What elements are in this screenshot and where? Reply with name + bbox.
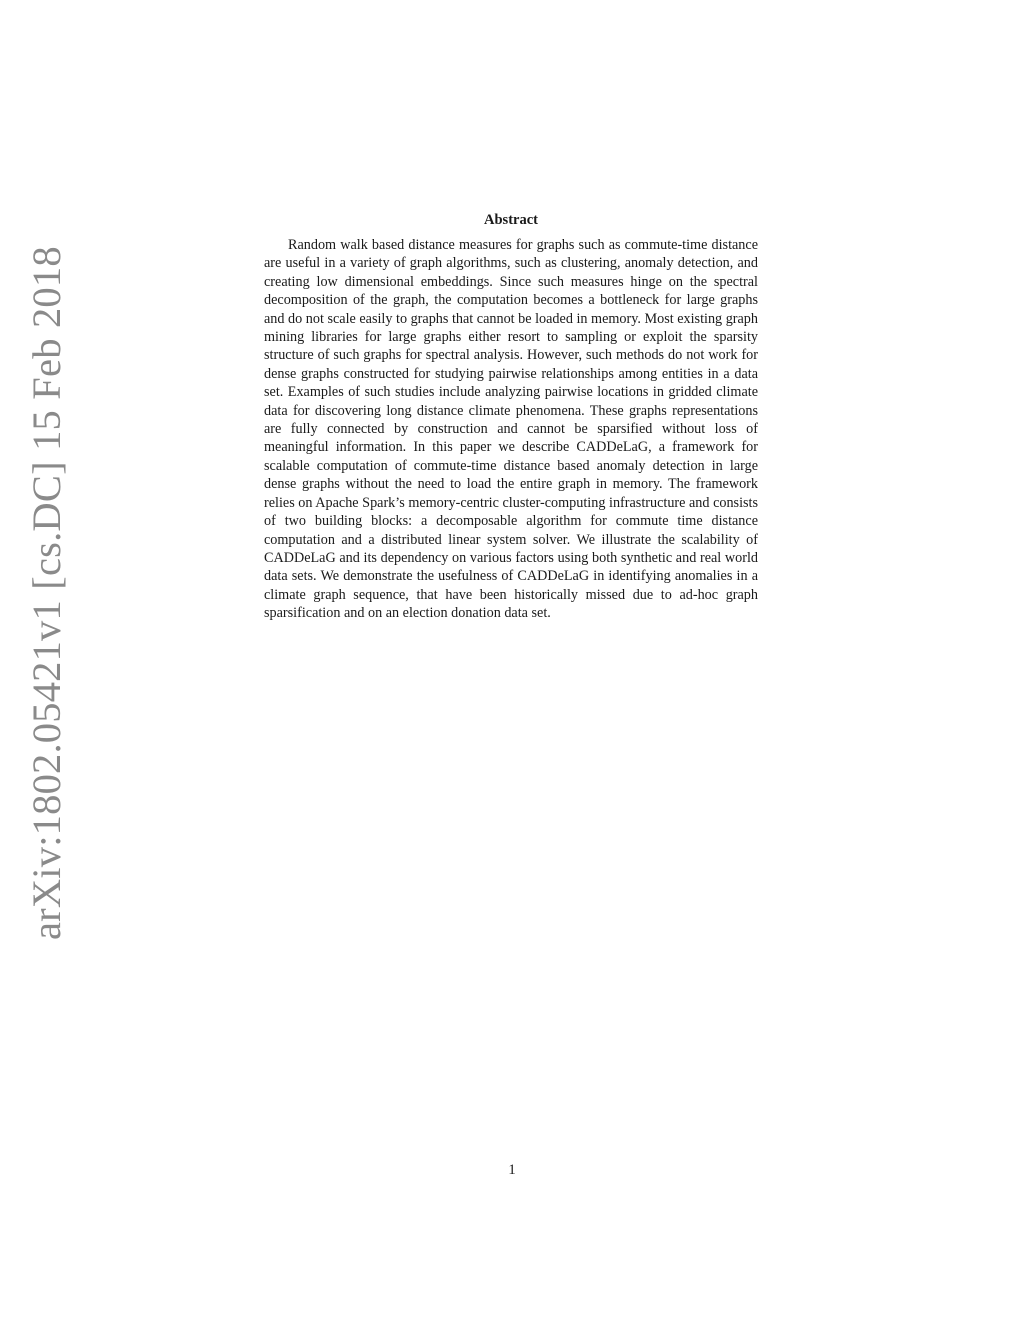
abstract-heading: Abstract — [484, 212, 538, 228]
page-number: 1 — [508, 1162, 516, 1178]
arxiv-identifier-stamp: arXiv:1802.05421v1 [cs.DC] 15 Feb 2018 — [24, 246, 69, 940]
abstract-body: Random walk based distance measures for graphs such as commute-time distance are useful in a variety of graph algorithms, such as clustering, anomaly detection, and creating low dimensional embeddings. Since such measures hinge on the spectral decomposition of the graph, the computation becomes a bottleneck for large graphs and do not scale easily to graphs that cannot be loaded in memory. Most existing graph mining libraries for large graphs either resort to sampling or exploit the sparsity structure of such graphs for spectral analysis. However, such methods do not work for dense graphs constructed for studying pairwise relationships among entities in a data set. Examples of such studies include analyzing pairwise locations in gridded climate data for discovering long distance climate phenomena. These graphs representations are fully connected by construction and cannot be sparsified without loss of meaningful information. In this paper we describe CADDeLaG, a framework for scalable computation of commute-time distance based anomaly detection in large dense graphs without the need to load the entire graph in memory. The framework relies on Apache Spark’s memory-centric cluster-computing infrastructure and consists of two building blocks: a decomposable algorithm for commute time distance computation and a distributed linear system solver. We illustrate the scalability of CADDeLaG and its dependency on various factors using both synthetic and real world data sets. We demonstrate the usefulness of CADDeLaG in identifying anomalies in a climate graph sequence, that have been historically missed due to ad-hoc graph sparsification and on an election donation data set. — [264, 237, 758, 622]
abstract-section — [264, 208, 758, 623]
